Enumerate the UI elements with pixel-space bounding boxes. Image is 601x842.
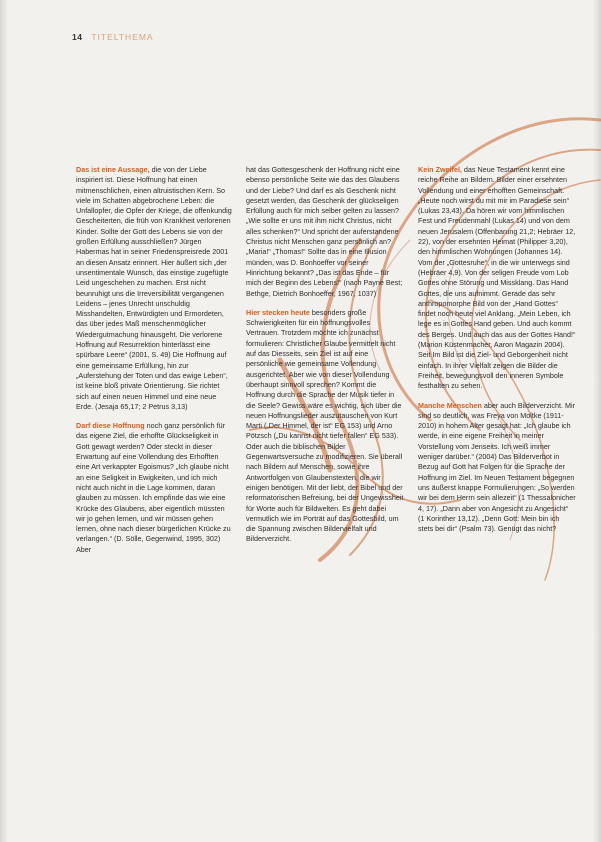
paragraph — [418, 401, 576, 535]
paragraph-text: das Neue Testament kennt eine reiche Reihe an Bildern. Bilder einer ersehnten Vollendung und einer erhofften Gemeinschaft. „Heute noch wirst du mit mir im Paradiese sein“ (Lukas 23,43). Da hören wir vom himmlischen Fest und Freudenmahl (Lukas 14) und von dem neuen Jerusalem (Offenbarung 21,2; Hebräer 12, 22), von der ersehnten Heimat (Philipper 3,20), den himmlischen Wohnungen (Johannes 14). Vom der „Gottesruhe“, in die wir unterwegs sind (Hebräer 4,9). Von der seligen Freude vom Lob Gottes ohne Störung und Missklang. Das Hand Gottes, die uns aufnimmt. Gerade das sehr anthropomorphe Bild von der „Hand Gottes“ findet noch heute viel Anklang. „Mein Leben, ich lege es in Gottes Hand geben. Und auch kommt des Berges. Und auch das aus der Gottes Hand!“ (Marion Küstenmacher, Aaron Magazin 2004). Seit Im Bild ist die Ziel- und Geborgenheit nicht einfach. In ihrer Vielfalt zeigen die Bilder die Freiheit, bewegungsvoll den inneren Symbole festhalten zu sehen. — [418, 165, 576, 391]
paragraph-text: noch ganz persönlich für das eigene Ziel, die erhoffte Glückseligkeit in Gott gewagt werden? Oder steckt in dieser Erwartung auf eine Vollendung des Erhofften eine Art verkappter Egoismus? „Ich glaube nicht an eine Seligkeit in Ewigkeiten, und ich mich nicht auch nicht in die Lage kommen, daran glauben zu müssen. Ich empfinde das wie eine Krücke des Glaubens, aber eigentlich müssten wir jo gehen lernen, und wir müssen gehen lernen, ohne nach dieser bürgerlichen Krücke zu verlangen.“ (D. Sölle, Gegenwind, 1995, 302) Aber — [76, 421, 231, 554]
paragraph — [76, 165, 234, 412]
paragraph — [246, 165, 404, 299]
text-column-2 — [246, 165, 404, 554]
paragraph-text: aber auch Bilderverzicht. Mir sind so deutlich, was Freya von Moltke (1911-2010) in hohem Alter gesagt hat: „Ich glaube ich werde, in eine eigene Freiheit in meiner Vorstellung vom Jenseits. Ich weiß immer weniger darüber.“ (2004) Das Bilderverbot in Bezug auf Gott hat Folgen für die Sprache der Hoffnung im Ziel. Im Neuen Testament begegnen uns äußerst knappe Formulierungen: „So werden wir bei dem Herrn sein allezeit“ (1 Thessalonicher 4, 17). „Dann aber von Angesicht zu Angesicht“ (1 Korinther 13,12). „Denn Gott: Mein bin ich stets bei dir“ (Psalm 73). Genügt das nicht? — [418, 400, 576, 534]
paragraph-text: hat das Gottesgeschenk der Hoffnung nicht eine ebenso persönliche Seite wie das des Glaubens und der Liebe? Und darf es als Geschenk nicht gesetzt werden, das Geschenk der glückseligen Erfüllung auch für mich selber gelten zu lassen? „Wie sollte er uns mit ihm nicht Christus, nicht alles schenken?“ Und spricht der auferstandene Christus nicht Menschen ganz persönlich an? „Maria!“ „Thomas!“ Sollte das in eine Illusion münden, was D. Bonhoeffer vor seiner Hinrichtung bekannt? „Das ist das Ende – für mich der Beginn des Lebens!“ (nach Payne Best; Bethge, Dietrich Bonhoeffer, 1967, 1037) — [246, 165, 403, 298]
running-header — [72, 32, 154, 42]
paragraph-text: die von der Liebe inspiriert ist. Diese Hoffnung hat einen mitmenschlichen, einen altruistischen Kern. So viele im Schatten abgebrochene Leben: die Unfallopfer, die Opfer der Kriege, die offenkundig Gescheiterten, die früh von Krankheit verlorenen Kinder. Sollte der Gott des Lebens sie von der großen Erfüllung ausschließen? Jürgen Habermas hat in seiner Friedenspreisrede 2001 an diesen Ansatz erinnert. Hier äußert sich „der unsentimentale Wunsch, das einstige zugefügte Leid ungeschehen zu machen. Erst nicht beunruhigt uns die Irreversibilität vergangenen Leidens – jenes Unrecht unschuldig Misshandelten, Entwürdigten und Ermordeten, das über jedes Maß menschenmöglicher Wiedergutmachung hinausgeht. Die verlorene Hoffnung auf Resurrektion hinterlässt eine spürbare Leere“ (2001, S. 49) Die Hoffnung auf eine gemeinsame Erfüllung, hin zur „Auferstehung der Toten und das ewige Leben“, ist keine bloß private Orientierung. Sie richtet sich auf einen neuen Himmel und eine neue Erde. (Jesaja 65,17; 2 Petrus 3,13) — [76, 165, 232, 411]
paragraph-lead: Kein Zweifel, — [418, 165, 462, 174]
paragraph — [246, 308, 404, 545]
paragraph-lead: Manche Menschen — [418, 400, 482, 410]
page-number: 14 — [72, 32, 83, 42]
paragraph — [76, 421, 234, 555]
paragraph-lead: Darf diese Hoffnung — [76, 421, 145, 431]
paragraph-lead: Das ist eine Aussage, — [76, 165, 150, 174]
text-column-3 — [418, 165, 576, 543]
paragraph — [418, 165, 576, 392]
paragraph-lead: Hier stecken heute — [246, 307, 310, 317]
text-column-1 — [76, 165, 234, 564]
section-label: TITELTHEMA — [91, 32, 154, 42]
paragraph-text: besonders große Schwierigkeiten für ein hoffnungsvolles Vertrauen. Trotzdem möchte ich zunächst formulieren: Christlicher Glaube vermittelt nicht auf das Diesseits, sein Ziel ist auf eine persönliche wie gemeinsame Vollendung ausgerichtet. Aber wie von dieser Vollendung überhaupt sinnvoll sprechen? Kommt die Hoffnung durch die Sprache der Musik tiefer in die Seele? Gewiss wäre es wichtig, sich über die neuen Hoffnungslieder auszutauschen von Kurt Marti („Der Himmel, der ist“ EG 153) und Arno Pötzsch („Du kannst nicht tiefer fallen“ EG 533). Oder auch die biblischen Bilder Gegenwartsversuche zu modifizieren. Sie überall nach Bildern auf Menschen, sowie ihre Antwortfolgen von Glaubenstexten, die wir einigen benötigen. Mit der liebt, der Bibel und der reformatorischen Befreiung, bei der Ungewissheit für Worte auch für Bildwelten. Es geht dabei vermutlich wie im Porträt auf das Gottesbild, um die Spannung zwischen Bildervielfalt und Bilderverzicht. — [246, 307, 404, 544]
